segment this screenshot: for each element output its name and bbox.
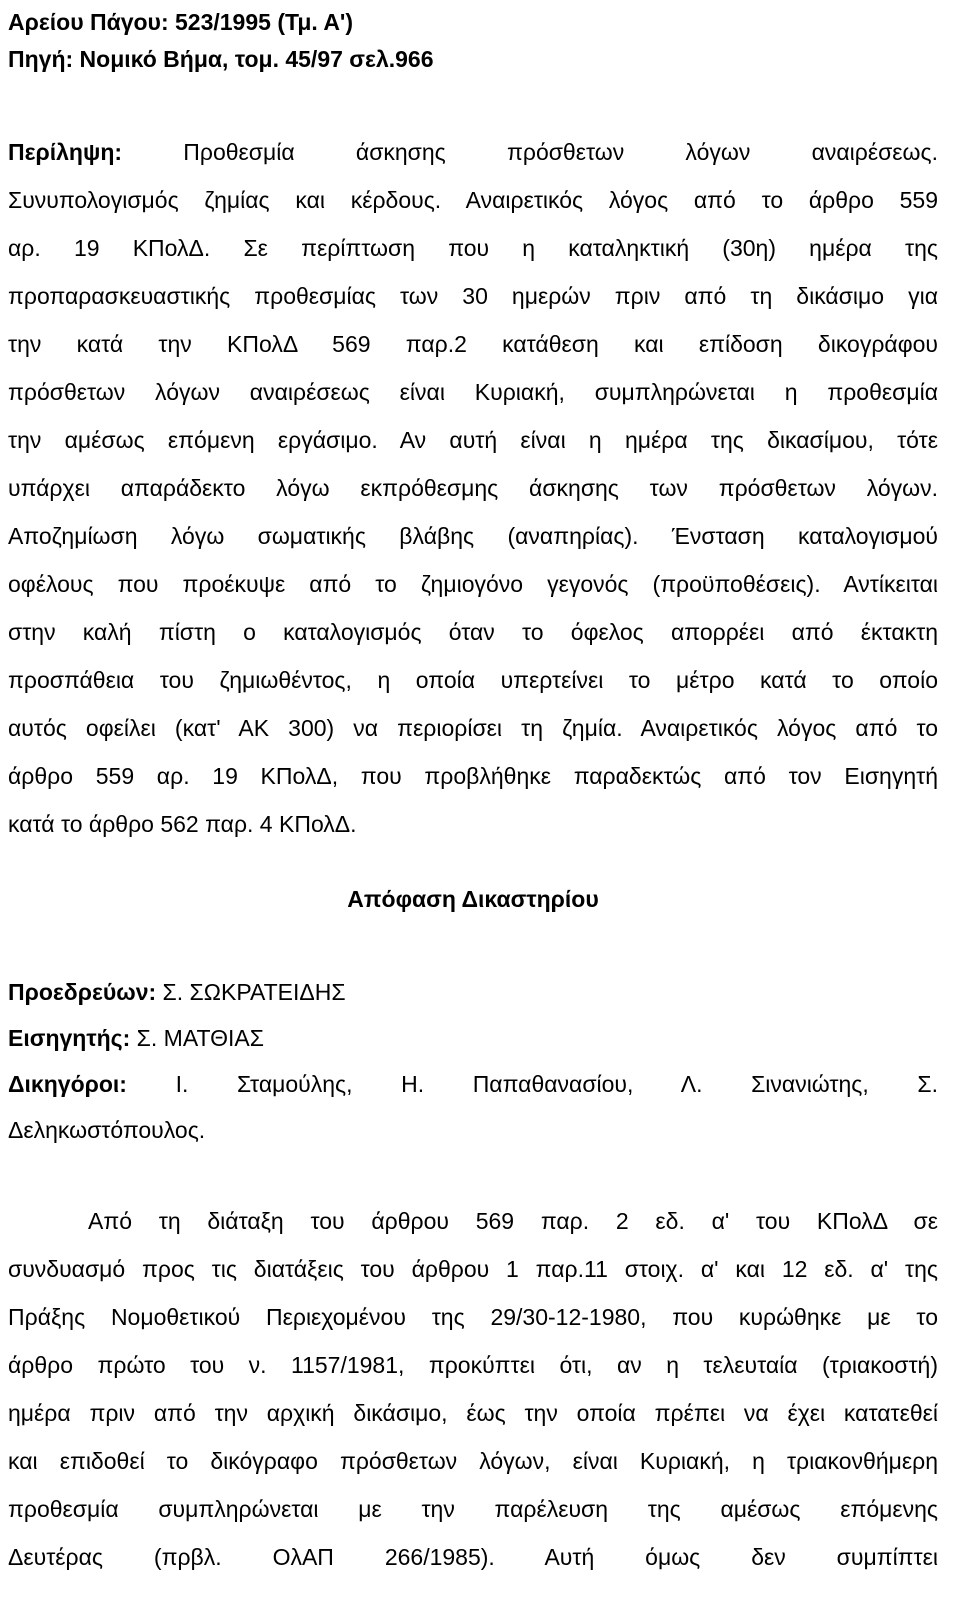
summary-line: άρθρο 559 αρ. 19 ΚΠολΔ, που προβλήθηκε παραδεκτώς από τον Εισηγητή — [8, 763, 938, 789]
summary-line: την κατά την ΚΠολΔ 569 παρ.2 κατάθεση και επίδοση δικογράφου — [8, 331, 938, 357]
summary-line: αυτός οφείλει (κατ' ΑΚ 300) να περιορίσει τη ζημία. Αναιρετικός λόγος από το — [8, 715, 938, 741]
decision-body — [8, 1197, 938, 1581]
lawyers-line — [8, 1060, 938, 1108]
summary-line: υπάρχει απαράδεκτο λόγω εκπρόθεσμης άσκησης των πρόσθετων λόγων. — [8, 475, 938, 501]
lawyers-line-cont: Δεληκωστόπουλος. — [8, 1117, 206, 1143]
body-line: Πράξης Νομοθετικού Περιεχομένου της 29/30-12-1980, που κυρώθηκε με το — [8, 1304, 938, 1330]
summary-first-text: Προθεσμία άσκησης πρόσθετων λόγων αναιρέσεως. — [122, 139, 938, 165]
rapporteur-label: Εισηγητής: — [8, 1025, 131, 1051]
summary-line: πρόσθετων λόγων αναιρέσεως είναι Κυριακή, συμπληρώνεται η προθεσμία — [8, 379, 938, 405]
body-line: άρθρο πρώτο του ν. 1157/1981, προκύπτει ότι, αν η τελευταία (τριακοστή) — [8, 1352, 938, 1378]
summary-line: στην καλή πίστη ο καταλογισμός όταν το όφελος απορρέει από έκτακτη — [8, 619, 938, 645]
summary-line: Αποζημίωση λόγω σωματικής βλάβης (αναπηρίας). Ένσταση καταλογισμού — [8, 523, 938, 549]
president-name: Σ. ΣΩΚΡΑΤΕΙΔΗΣ — [156, 979, 346, 1005]
body-line: Δευτέρας (πρβλ. ΟλΑΠ 266/1985). Αυτή όμως δεν συμπίπτει — [8, 1544, 938, 1570]
decision-title: Απόφαση Δικαστηρίου — [347, 886, 599, 912]
summary-line: αρ. 19 ΚΠολΔ. Σε περίπτωση που η καταληκτική (30η) ημέρα της — [8, 235, 938, 261]
summary-last-line: κατά το άρθρο 562 παρ. 4 ΚΠολΔ. — [8, 811, 357, 837]
rapporteur-line — [8, 1014, 938, 1062]
summary-first-line — [8, 128, 938, 176]
body-line: και επιδοθεί το δικόγραφο πρόσθετων λόγων, είναι Κυριακή, η τριακονθήμερη — [8, 1448, 938, 1474]
summary-line: την αμέσως επόμενη εργάσιμο. Αν αυτή είναι η ημέρα της δικασίμου, τότε — [8, 427, 938, 453]
summary-line: Συνυπολογισμός ζημίας και κέρδους. Αναιρετικός λόγος από το άρθρο 559 — [8, 187, 938, 213]
summary-line: προπαρασκευαστικής προθεσμίας των 30 ημερών πριν από τη δικάσιμο για — [8, 283, 938, 309]
president-label: Προεδρεύων: — [8, 979, 157, 1005]
president-line — [8, 968, 938, 1016]
case-citation: Αρείου Πάγου: 523/1995 (Τμ. Α') — [8, 9, 354, 35]
body-line: ημέρα πριν από την αρχική δικάσιμο, έως την οποία πρέπει να έχει κατατεθεί — [8, 1400, 938, 1426]
lawyers-names: Ι. Σταμούλης, Η. Παπαθανασίου, Λ. Σινανιώτης, Σ. — [126, 1071, 938, 1097]
lawyers-label: Δικηγόροι: — [8, 1071, 127, 1097]
court-composition — [8, 968, 938, 1154]
summary-line: προσπάθεια του ζημιωθέντος, η οποία υπερτείνει το μέτρο κατά το οποίο — [8, 667, 938, 693]
body-line: Από τη διάταξη του άρθρου 569 παρ. 2 εδ. α' του ΚΠολΔ σε — [88, 1208, 938, 1234]
summary-section — [8, 128, 938, 848]
body-line: προθεσμία συμπληρώνεται με την παρέλευση της αμέσως επόμενης — [8, 1496, 938, 1522]
source-citation: Πηγή: Νομικό Βήμα, τομ. 45/97 σελ.966 — [8, 46, 434, 72]
summary-line: οφέλους που προέκυψε από το ζημιογόνο γεγονός (προϋποθέσεις). Αντίκειται — [8, 571, 938, 597]
summary-label: Περίληψη: — [8, 139, 123, 165]
rapporteur-name: Σ. ΜΑΤΘΙΑΣ — [130, 1025, 264, 1051]
body-line: συνδυασμό προς τις διατάξεις του άρθρου 1 παρ.11 στοιχ. α' και 12 εδ. α' της — [8, 1256, 938, 1282]
